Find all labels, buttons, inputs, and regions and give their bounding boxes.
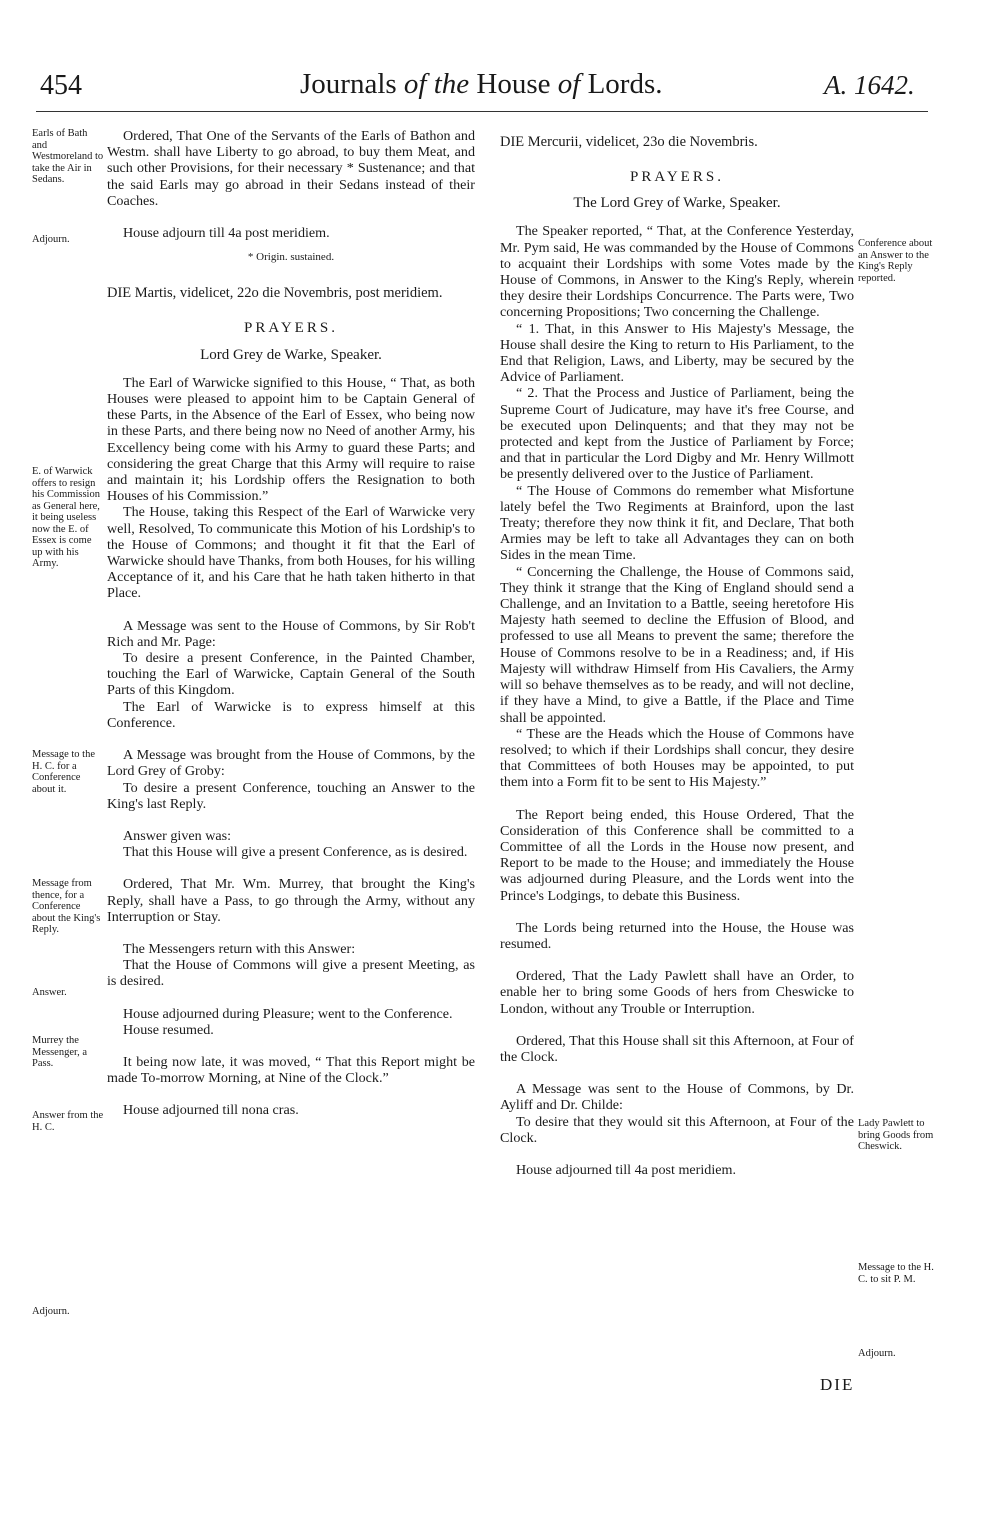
margin-note: Adjourn. bbox=[858, 1348, 896, 1359]
right-para: The Lords being returned into the House, the House was resumed. bbox=[500, 919, 854, 952]
left-para: House adjourned during Pleasure; went to the Conference. bbox=[123, 1005, 453, 1022]
right-para: The Report being ended, this House Ordered, That the Consideration of this Conference shall be committed to a Committee of all the Lords in the House now present, and Report to be made to the House; and immediately the House was adjourned during Pleasure, and the Lords went into the Prince's Lodgings, to debate this Business. bbox=[500, 806, 854, 904]
left-para: The Messengers return with this Answer: bbox=[123, 940, 356, 957]
prayers-heading: PRAYERS. bbox=[630, 169, 724, 185]
page-header bbox=[0, 70, 992, 110]
right-para: To desire that they would sit this Afternoon, at Four of the Clock. bbox=[500, 1113, 854, 1146]
left-para: A Message was sent to the House of Commons, by Sir Rob't Rich and Mr. Page: bbox=[107, 617, 475, 650]
header-rule bbox=[36, 111, 928, 112]
left-para: Ordered, That One of the Servants of the Earls of Bathon and Westm. shall have Liberty to go abroad, to buy them Meat, and such other Provisions, for their necessary * Sustenance; and that the said Earls may go abroad in their Sedans instead of their Coaches. bbox=[107, 128, 475, 209]
prayers-heading: PRAYERS. bbox=[244, 320, 338, 337]
year: A. 1642. bbox=[824, 70, 915, 100]
margin-note: Message to the H. C. for a Conference about it. bbox=[32, 749, 95, 795]
margin-note: E. of Warwick offers to resign his Commission as General here, it being useless now the E. of Essex is come up with his Army. bbox=[32, 466, 100, 569]
left-para: House resumed. bbox=[123, 1021, 214, 1038]
left-para: The House, taking this Respect of the Earl of Warwicke very well, Resolved, To communicate this Motion of his Lordship's to the House of Commons; and thought it fit that the Earl of Warwicke should have Thanks, from both Houses, for his willing Acceptance of it, and his Care that he hath taken hitherto in that Place. bbox=[107, 504, 475, 602]
right-para: House adjourned till 4a post meridiem. bbox=[516, 1161, 736, 1178]
right-para: “ Concerning the Challenge, the House of Commons said, They think it strange that the King of England should send a Challenge, and an Invitation to a Battle, seeing heretofore His Majesty hath seemed to decline the Effusion of Blood, and professed to use all Means to prevent the same; therefore the House of Commons resolve to be in a Readiness; and, if His Majesty will withdraw Himself from His Cavaliers, the Army will so behave themselves as to be ready, and will not decline, if they have a Mind, to give a Battle, if the Place and Time shall be appointed. bbox=[500, 563, 854, 726]
margin-note: Message to the H. C. to sit P. M. bbox=[858, 1262, 934, 1285]
left-para: That the House of Commons will give a present Meeting, as is desired. bbox=[107, 957, 475, 990]
left-para: To desire a present Conference, touching an Answer to the King's last Reply. bbox=[107, 779, 475, 812]
margin-note: Adjourn. bbox=[32, 234, 70, 245]
margin-note: Answer from the H. C. bbox=[32, 1110, 104, 1133]
right-para: “ The House of Commons do remember what Misfortune lately befel the Two Regiments at Brainford, upon the last Treaty; therefore they now think it fit, and Declare, That both Armies may be left to take all Advantages they can on both Sides in the mean Time. bbox=[500, 482, 854, 564]
left-para: Ordered, That Mr. Wm. Murrey, that brought the King's Reply, shall have a Pass, to go through the Army, without any Interruption or Stay. bbox=[107, 876, 475, 925]
left-para: The Earl of Warwicke signified to this House, “ That, as both Houses were pleased to appoint him to be Captain General of these Parts, in the Absence of the Earl of Essex, who being now in these Parts, and there being now no Need of another Army, his Excellency being come with his Army to guard these Parts; and considering the great Charge that this Army will require to raise and maintain it; his Lordship offers the Resignation to both Houses of his Commission.” bbox=[107, 374, 475, 505]
left-para: Answer given was: bbox=[123, 827, 232, 844]
margin-note: Earls of Bath and Westmoreland to take the Air in Sedans. bbox=[32, 128, 104, 185]
left-para: A Message was brought from the House of Commons, by the Lord Grey of Groby: bbox=[107, 747, 475, 780]
margin-note: Adjourn. bbox=[32, 1306, 70, 1317]
day-title: DIE Mercurii, videlicet, 23o die Novembris. bbox=[500, 134, 758, 150]
margin-note: Answer. bbox=[32, 987, 67, 998]
right-para: Ordered, That this House shall sit this Afternoon, at Four of the Clock. bbox=[500, 1032, 854, 1065]
speaker-line: Lord Grey de Warke, Speaker. bbox=[200, 346, 382, 363]
left-para: House adjourned till nona cras. bbox=[123, 1102, 299, 1119]
left-para: The Earl of Warwicke is to express himself at this Conference. bbox=[107, 698, 475, 731]
journal-title: Journals of the House of Lords. bbox=[300, 68, 663, 100]
margin-note: Murrey the Messenger, a Pass. bbox=[32, 1035, 87, 1069]
right-para: Ordered, That the Lady Pawlett shall have an Order, to enable her to bring some Goods of hers from Cheswicke to London, without any Trouble or Interruption. bbox=[500, 968, 854, 1017]
left-column bbox=[107, 128, 475, 1119]
margin-note: Lady Pawlett to bring Goods from Cheswick. bbox=[858, 1118, 934, 1152]
right-para: “ These are the Heads which the House of Commons have resolved; to which if their Lordships shall concur, they desire that Committees of both Houses may be appointed, to put them into a Form fit to be sent to His Majesty.” bbox=[500, 725, 854, 791]
catchword: DIE bbox=[820, 1375, 855, 1394]
margin-note: Conference about an Answer to the King's Reply reported. bbox=[858, 238, 933, 284]
right-column bbox=[500, 128, 854, 1178]
left-para: That this House will give a present Conference, as is desired. bbox=[123, 844, 468, 861]
left-para: To desire a present Conference, in the Painted Chamber, touching the Earl of Warwicke, Captain General of the South Parts of this Kingdom. bbox=[107, 650, 475, 699]
page-number: 454 bbox=[40, 70, 82, 101]
speaker-line: The Lord Grey of Warke, Speaker. bbox=[573, 195, 781, 212]
left-para: It being now late, it was moved, “ That this Report might be made To-morrow Morning, at Nine of the Clock.” bbox=[107, 1053, 475, 1087]
margin-note: Message from thence, for a Conference about the King's Reply. bbox=[32, 878, 101, 935]
day-title: DIE Martis, videlicet, 22o die Novembris, post meridiem. bbox=[107, 285, 443, 302]
footnote: * Origin. sustained. bbox=[247, 251, 335, 264]
right-para: “ 1. That, in this Answer to His Majesty's Message, the House shall desire the King to return to His Parliament, to the End that Religion, Laws, and Liberty, may be secured by the Advice of Parliament. bbox=[500, 320, 854, 386]
right-para: A Message was sent to the House of Commons, by Dr. Ayliff and Dr. Childe: bbox=[500, 1081, 854, 1114]
left-para: House adjourn till 4a post meridiem. bbox=[123, 225, 330, 242]
right-para: The Speaker reported, “ That, at the Conference Yesterday, Mr. Pym said, He was commanded by the House of Commons to acquaint their Lordships with some Votes made by the House of Commons, in Answer to the King's Reply, wherein they desire their Lordships Concurrence. The Parts were, Two concerning Propositions; Two concerning the Challenge. bbox=[500, 223, 854, 321]
right-para: “ 2. That the Process and Justice of Parliament, being the Supreme Court of Judicature, may have it's free Course, and be executed upon Delinquents; and that they may not be protected and kept from the Justice of Parliament by Force; and that in particular the Lord Digby and Mr. Henry Willmott be presently delivered over to the Justice of Parliament. bbox=[500, 385, 854, 483]
